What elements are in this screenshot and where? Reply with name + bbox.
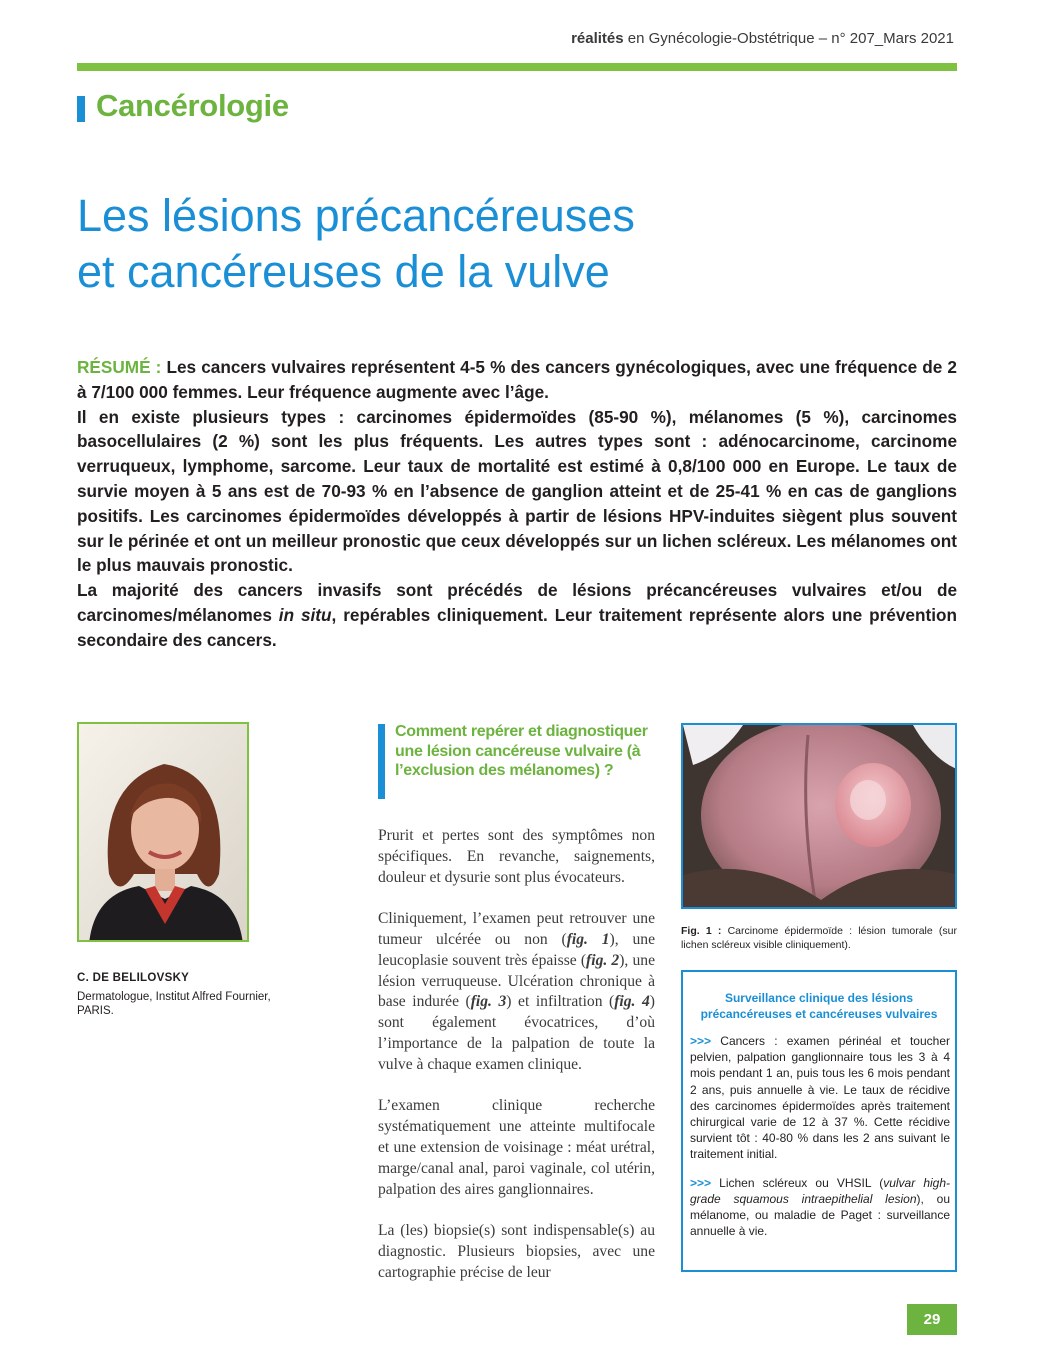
surveillance-item-2b: vulvar high-grade squamous intraepithelial lesion bbox=[690, 1175, 951, 1206]
article-title bbox=[77, 188, 635, 300]
author-portrait-illustration bbox=[79, 724, 249, 942]
author-affiliation: Dermatologue, Institut Alfred Fournier, PARIS. bbox=[77, 991, 271, 1017]
abstract-text-3a: La majorité des cancers invasifs sont précédés de lésions précancéreuses vulvaires et/ou de carcinomes/mélanomes bbox=[77, 580, 957, 625]
title-line-1: Les lésions précancéreuses bbox=[77, 190, 635, 241]
header-rule bbox=[77, 63, 957, 71]
surveillance-item-2 bbox=[690, 1175, 950, 1240]
surveillance-item-1 bbox=[690, 1033, 950, 1163]
journal-brand: réalités bbox=[571, 30, 624, 47]
figure-ref-1: fig. 1 bbox=[566, 930, 610, 948]
body-text-2e: ) sont également évocatrices, d’où l’importance de la palpation de toute la vulve à chaque examen clinique. bbox=[378, 993, 655, 1073]
author-photo bbox=[77, 722, 249, 942]
arrow-marker: >>> bbox=[690, 1175, 712, 1190]
arrow-marker: >>> bbox=[690, 1034, 712, 1048]
body-paragraph-1: Prurit et pertes sont des symptômes non spécifiques. En revanche, saignements, douleur et dysurie sont plus évocateurs. bbox=[378, 827, 655, 886]
figure-ref-4: fig. 4 bbox=[614, 993, 650, 1011]
title-line-2: et cancéreuses de la vulve bbox=[77, 246, 610, 297]
journal-issue: en Gynécologie-Obstétrique – n° 207_Mars 2021 bbox=[623, 30, 954, 47]
figure-ref-3: fig. 3 bbox=[470, 993, 507, 1011]
section-title: Cancérologie bbox=[96, 88, 289, 123]
section-subheading: Comment repérer et diagnostiquer une lésion cancéreuse vulvaire (à l’exclusion des mélanomes) ? bbox=[395, 723, 648, 779]
figure-1-image bbox=[681, 723, 957, 909]
abstract-in-situ: in situ bbox=[278, 604, 332, 625]
abstract-label: RÉSUMÉ : bbox=[77, 357, 162, 377]
figure-1-caption bbox=[681, 925, 957, 952]
figure-1-caption-text: Carcinome épidermoïde : lésion tumorale (sur lichen scléreux visible cliniquement). bbox=[681, 925, 957, 951]
page-number: 29 bbox=[907, 1304, 957, 1335]
body-text-2d: ) et infiltration ( bbox=[506, 993, 615, 1011]
abstract-text-1: Les cancers vulvaires représentent 4-5 % des cancers gynécologiques, avec une fréquence de 2 à 7/100 000 femmes. Leur fréquence augmente avec l’âge. bbox=[77, 357, 957, 402]
surveillance-item-2c: ), ou mélanome, ou maladie de Paget : surveillance annuelle à vie. bbox=[690, 1191, 951, 1239]
body-paragraph-3: L’examen clinique recherche systématiquement une atteinte multifocale et une extension de voisinage : méat urétral, marge/canal anal, paroi vaginale, col utérin, palpation des aires ganglionnaires. bbox=[378, 1097, 655, 1198]
abstract-paragraph-3 bbox=[77, 578, 957, 652]
body-paragraph-2 bbox=[378, 909, 655, 1075]
surveillance-box-title: Surveillance clinique des lésions précancéreuses et cancéreuses vulvaires bbox=[700, 991, 938, 1021]
figure-1-label: Fig. 1 : bbox=[681, 925, 722, 937]
abstract-paragraph-1 bbox=[77, 355, 957, 405]
section-marker bbox=[77, 96, 85, 122]
body-text-2c: ), une lésion verruqueuse. Ulcération chronique à base indurée ( bbox=[378, 951, 656, 1011]
subheading-marker bbox=[378, 724, 385, 799]
abstract-text-3c: , repérables cliniquement. Leur traitement représente alors une prévention secondaire des cancers. bbox=[77, 604, 957, 650]
clinical-photo-illustration bbox=[683, 725, 957, 909]
figure-ref-2: fig. 2 bbox=[586, 951, 620, 969]
surveillance-item-1-text: Cancers : examen périnéal et toucher pelvien, palpation ganglionnaire tous les 3 à 4 mois pendant 1 an, puis tous les 6 mois pendant 2 ans, puis annuelle à vie. Le taux de récidive des carcinomes épidermoïdes après traitement chirurgical varie de 12 à 37 %. Cette récidive survient tôt : 40-80 % dans les 2 ans suivant le traitement initial. bbox=[690, 1034, 950, 1162]
journal-header bbox=[571, 30, 954, 47]
abstract-paragraph-2: Il en existe plusieurs types : carcinomes épidermoïdes (85-90 %), mélanomes (5 %), carcinomes basocellulaires (2 %) sont les plus fréquents. Les autres types sont : adénocarcinome, carcinome verruqueux, lymphome, sarcome. Leur taux de mortalité est estimé à 0,8/100 000 en Europe. Le taux de survie moyen à 5 ans est de 70-93 % en l’absence de ganglion atteint et de 25-41 % en cas de ganglions positifs. Les carcinomes épidermoïdes développés à partir de lésions HPV-induites siègent plus souvent sur le périnée et ont un meilleur pronostic que ceux développés sur un lichen scléreux. Les mélanomes ont le plus mauvais pronostic. bbox=[77, 406, 957, 576]
body-paragraph-4: La (les) biopsie(s) sont indispensable(s) au diagnostic. Plusieurs biopsies, avec une cartographie précise de leur bbox=[378, 1222, 655, 1281]
abstract bbox=[77, 355, 957, 653]
body-text bbox=[378, 826, 655, 1304]
surveillance-box-body bbox=[690, 1033, 950, 1251]
body-text-2a: Cliniquement, l’examen peut retrouver une tumeur ulcérée ou non ( bbox=[378, 910, 655, 948]
author-name: C. DE BELILOVSKY bbox=[77, 972, 190, 984]
body-text-2b: ), une leucoplasie souvent très épaisse ( bbox=[378, 930, 655, 969]
surveillance-item-2a: Lichen scléreux ou VHSIL ( bbox=[711, 1175, 884, 1190]
